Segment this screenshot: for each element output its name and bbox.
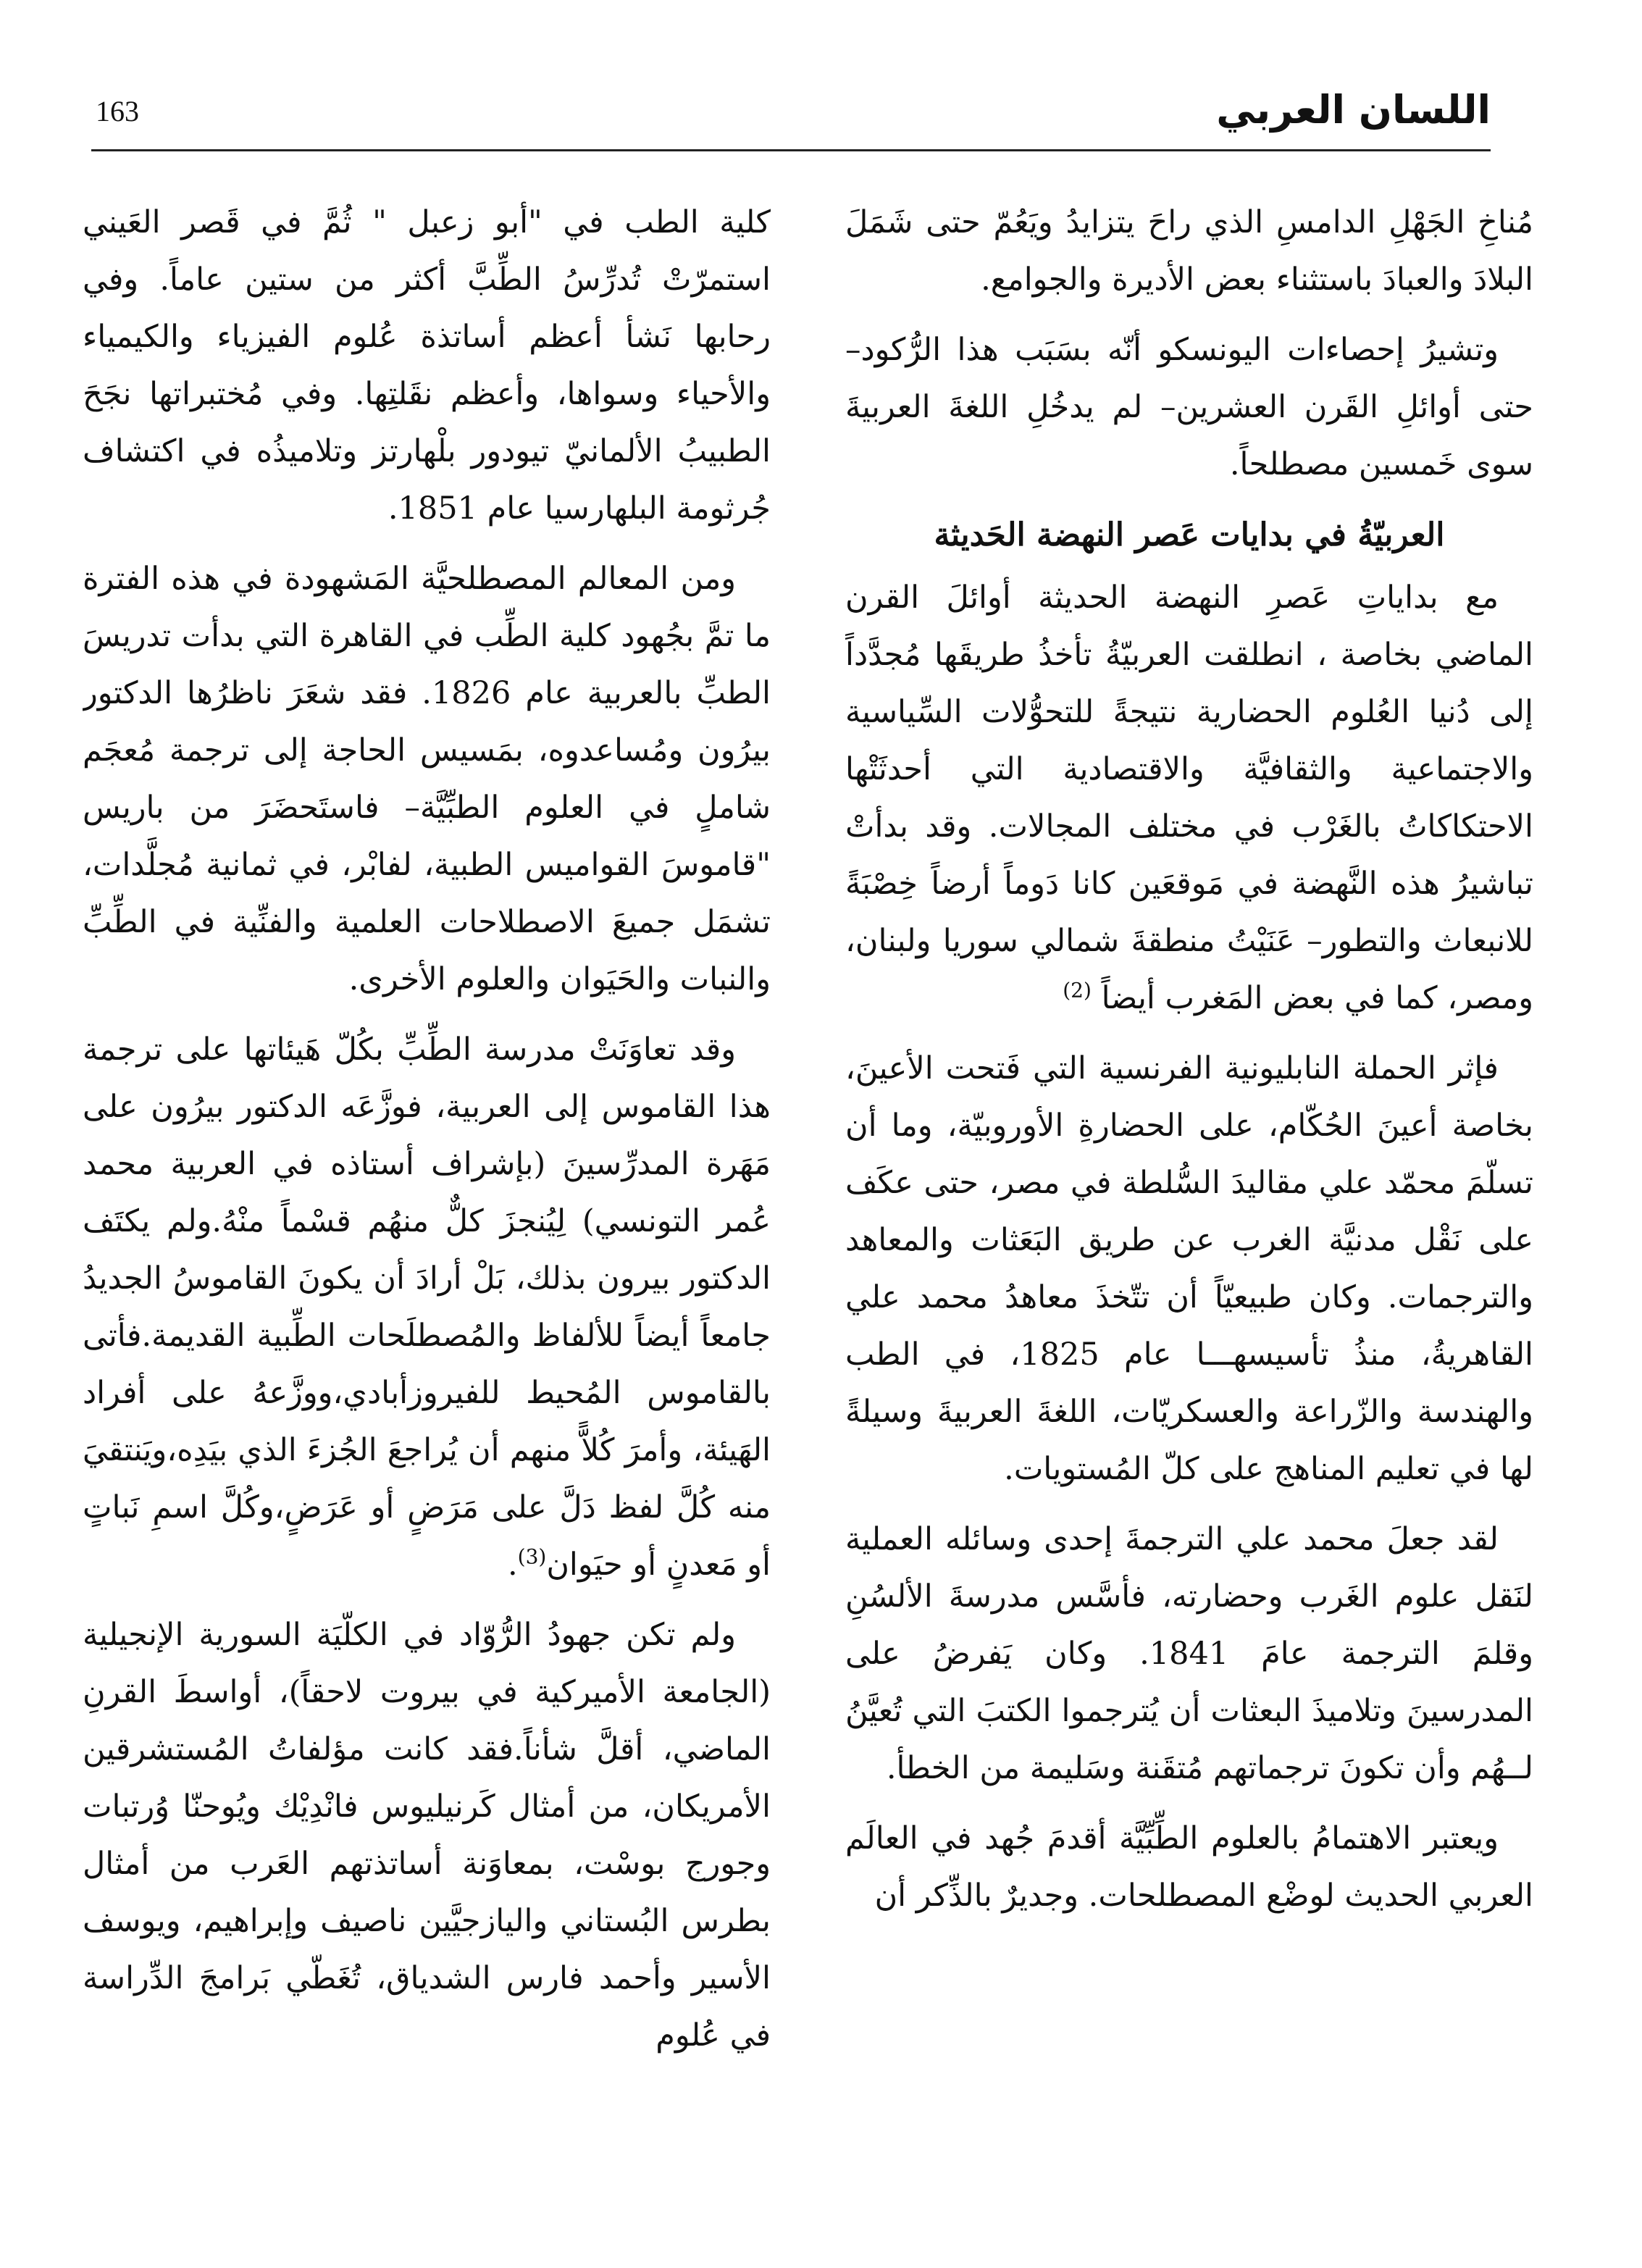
section-heading: العربيّةُ في بدايات عَصر النهضة الحَديثة	[934, 516, 1445, 553]
footnote-marker: (2)	[1063, 978, 1092, 1003]
paragraph: ومن المعالم المصطلحيَّة المَشهودة في هذه الفترة ما تمَّ بجُهود كلية الطِّب في القاهرة التي بدأت تدريسَ الطبِّ بالعربية عام 1826. فقد شعَرَ ناظرُها الدكتور بيرُون ومُساعدوه، بمَسيس الحاجة إلى ترجمة مُعجَم شاملٍ في العلوم الطبِّيَّة– فاستَحضَرَ من باريس "قاموسَ القواميس الطبية، لفابْر، في ثمانية مُجلَّدات، تشمَل جميعَ الاصطلاحات العلمية والفنِّية في الطِّبِّ والنبات والحَيَوان والعلوم الأخرى.	[83, 561, 771, 997]
paragraph: كلية الطب في "أبو زعبل " ثُمَّ في قَصر العَيني استمرّتْ تُدرِّسُ الطِّبَّ أكثر من ستين عاماً. وفي رحابها نَشأ أعظم أساتذة عُلوم الفيزياء والكيمياء والأحياء وسواها، وأعظم نقَلتِها. وفي مُختبراتها نجَحَ الطبيبُ الألمانيّ تيودور بلْهارتز وتلاميذُه في اكتشاف جُرثومة البلهارسيا عام 1851.	[83, 204, 771, 527]
paragraph-text: مع بداياتِ عَصرِ النهضة الحديثة أوائلَ القرن الماضي بخاصة ، انطلقت العربيّةُ تأخذُ طريقَها مُجدَّداً إلى دُنيا العُلوم الحضارية نتيجةً للتحوُّلات السِّياسية والاجتماعية والثقافيَّة والاقتصادية التي أحدثَتْها الاحتكاكاتُ بالغَرْب في مختلف المجالات. وقد بدأتْ تباشيرُ هذه النَّهضة في مَوقعَين كانا دَوماً أرضاً خِصْبَةً للانبعاث والتطور– عَنَيْتُ منطقةَ شمالي سوريا ولبنان، ومصر، كما في بعض المَغرب أيضاً	[845, 579, 1533, 1016]
paragraph	[83, 1021, 771, 1594]
header-divider	[91, 149, 1491, 151]
journal-title: اللسان العربي	[1216, 87, 1491, 133]
paragraph: فإثر الحملة النابليونية الفرنسية التي فَتحت الأعينَ، بخاصة أعينَ الحُكّام، على الحضارةِ الأوروبيّة، وما أن تسلّمَ محمّد علي مقاليدَ السُّلطة في مصر، حتى عكَف على نَقْل مدنيَّة الغرب عن طريق البَعَثات والمعاهد والترجمات. وكان طبيعيّاً أن تتّخذَ معاهدُ محمد علي القاهريةُ، منذُ تأسيسهـــا عام 1825، في الطب والهندسة والزّراعة والعسكريّات، اللغةَ العربيةَ وسيلةً لها في تعليم المناهج على كلّ المُستويات.	[845, 1050, 1533, 1487]
paragraph	[845, 569, 1533, 1027]
footnote-marker: (3)	[517, 1544, 547, 1569]
right-column	[845, 194, 1533, 2237]
page-header	[91, 85, 1491, 155]
paragraph: ولم تكن جهودُ الرُّوّاد في الكلّيَة السورية الإنجيلية (الجامعة الأميركية في بيروت لاحقاً)، أواسطَ القرنِ الماضي، أقلَّ شأناً.فقد كانت مؤلفاتُ المُستشرقين الأمريكان، من أمثال كَرنيليوس فانْدِيْك ويُوحنّا وُرتبات وجورج بوسْت، بمعاوَنة أساتذتهم العَرب من أمثال بطرس البُستاني واليازجيَّين ناصيف وإبراهيم، ويوسف الأسير وأحمد فارس الشدياق، تُغَطّي بَرامجَ الدِّراسة في عُلوم	[83, 1617, 771, 2054]
page-number: 163	[96, 95, 139, 127]
paragraph-end: .	[508, 1547, 518, 1583]
paragraph: لقد جعلَ محمد علي الترجمةَ إحدى وسائله العملية لنَقل علوم الغَرب وحضارته، فأسَّس مدرسةَ الألسُنِ وقلمَ الترجمة عامَ 1841. وكان يَفرضُ على المدرسينَ وتلاميذَ البعثات أن يُترجموا الكتبَ التي تُعيَّنُ لــهُم وأن تكونَ ترجماتهم مُتقَنة وسَليمة من الخطأ.	[845, 1521, 1533, 1786]
paragraph: مُناخِ الجَهْلِ الدامسِ الذي راحَ يتزايدُ ويَعُمّ حتى شَمَلَ البلادَ والعبادَ باستثناء بعض الأديرة والجوامع.	[845, 204, 1533, 298]
paragraph-text: وقد تعاوَنَتْ مدرسة الطِّبِّ بكُلّ هَيئاتها على ترجمة هذا القاموس إلى العربية، فوزَّعَه الدكتور بيرُون على مَهَرة المدرِّسينَ (بإشراف أستاذه في العربية محمد عُمر التونسي) لِيُنجزَ كلٌّ منهُم قسْماً منْهُ.ولم يكتَف الدكتور بيرون بذلك، بَلْ أرادَ أن يكونَ القاموسُ الجديدُ جامعاً أيضاً للألفاظ والمُصطلَحات الطِّبية القديمة.فأتى بالقاموس المُحيط للفيروزأبادي،ووزَّعهُ على أفراد الهَيئة، وأمرَ كُلاًّ منهم أن يُراجعَ الجُزءَ الذي بيَدِه،ويَنتقيَ منه كُلَّ لفظ دَلَّ على مَرَضٍ أو عَرَضٍ،وكُلَّ اسمِ نَباتٍ أو مَعدنٍ أو حيَوان	[83, 1032, 771, 1583]
paragraph: ويعتبر الاهتمامُ بالعلوم الطِّبِّيَّة أقدمَ جُهد في العالَم العربي الحديث لوضْع المصطلحات. وجديرٌ بالذِّكر أن	[845, 1820, 1533, 1914]
paragraph: وتشيرُ إحصاءات اليونسكو أنّه بسَبَب هذا الرُّكود– حتى أوائلِ القَرن العشرين– لم يدخُلِ اللغةَ العربيةَ سوى خَمسين مصطلحاً.	[845, 332, 1533, 482]
left-column	[83, 194, 771, 2237]
